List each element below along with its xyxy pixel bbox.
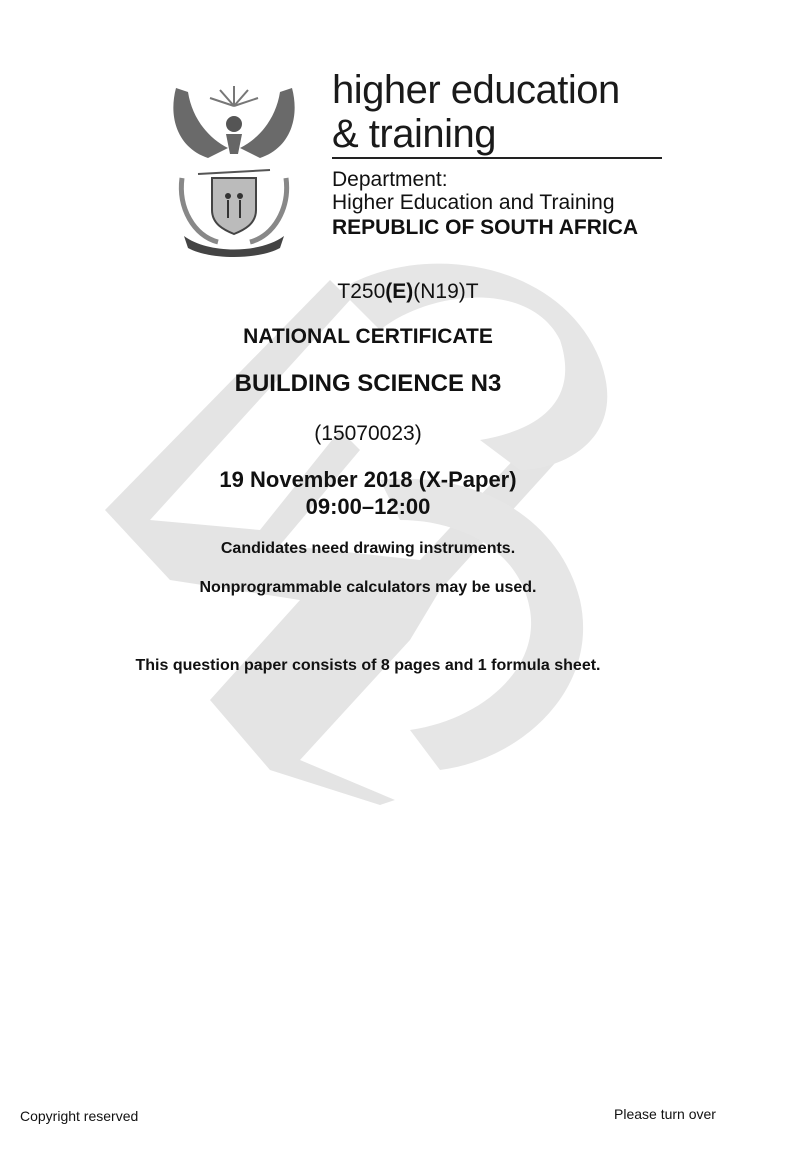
page-count-statement: This question paper consists of 8 pages and 1 formula sheet. [135, 657, 601, 674]
paper-code-prefix: T250 [337, 280, 386, 303]
instruction-calculators: Nonprogrammable calculators may be used. [199, 579, 537, 596]
department-name: Higher Education and Training [332, 191, 615, 214]
copyright-notice: Copyright reserved [20, 1108, 139, 1124]
paper-code-suffix: (N19)T [413, 280, 479, 303]
instruction-drawing-instruments: Candidates need drawing instruments. [220, 540, 516, 557]
department-label: Department: [332, 168, 448, 191]
certificate-title: NATIONAL CERTIFICATE [243, 325, 493, 348]
country-name: REPUBLIC OF SOUTH AFRICA [332, 216, 639, 239]
exam-date: 19 November 2018 (X-Paper) [219, 467, 517, 492]
paper-code [38, 280, 778, 304]
brand-title-line2: & training [332, 112, 496, 156]
brand-divider [332, 157, 662, 159]
brand-title-line1: higher education [332, 68, 620, 112]
paper-code-language: (E) [385, 280, 414, 303]
subject-title: BUILDING SCIENCE N3 [234, 370, 502, 397]
subject-code: (15070023) [314, 422, 422, 445]
exam-time: 09:00–12:00 [305, 494, 431, 519]
turn-over-notice: Please turn over [614, 1106, 716, 1122]
coat-of-arms-logo [168, 78, 300, 258]
